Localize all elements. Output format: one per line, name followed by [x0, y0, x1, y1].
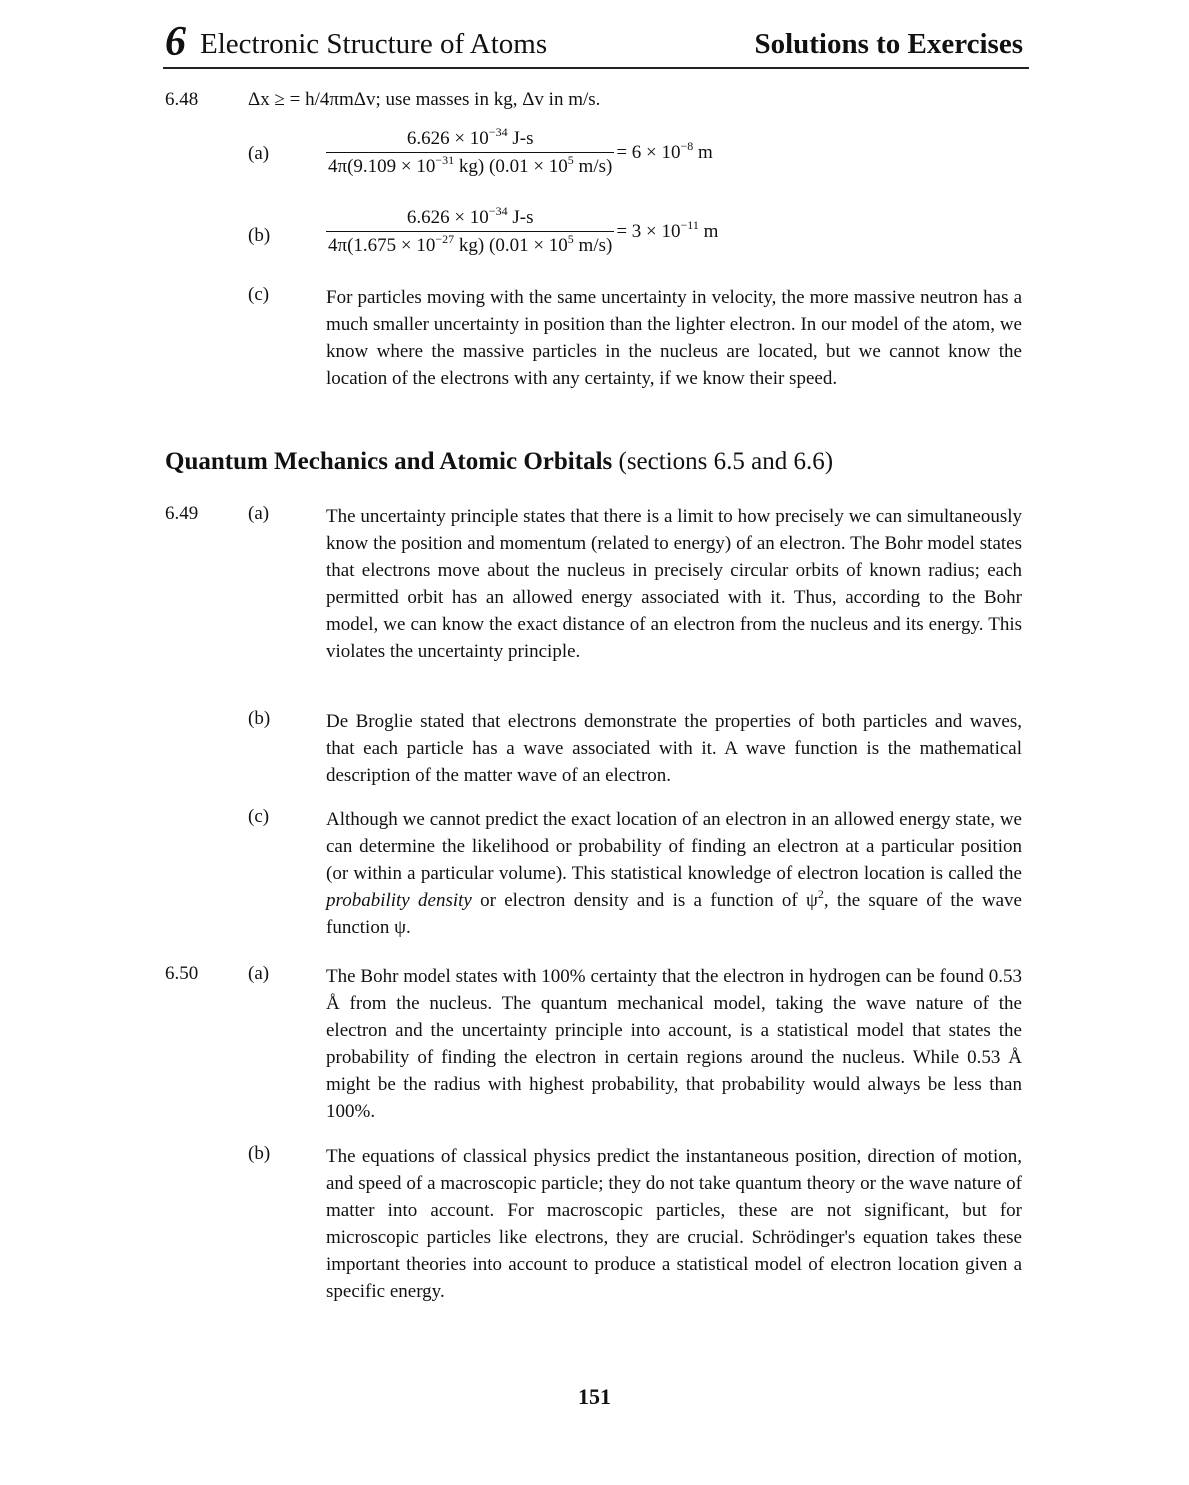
part-label: (c) [248, 284, 270, 305]
part-label: (c) [248, 806, 270, 827]
section-heading: Quantum Mechanics and Atomic Orbitals (sections 6.5 and 6.6) [165, 448, 834, 475]
equation-a [326, 125, 713, 178]
paragraph: De Broglie stated that electrons demonstrate the properties of both particles and waves, that each particle has a wave associated with it. A wave function is the mathematical description of the matter wave of an electron. [326, 711, 1022, 786]
page-number: 151 [578, 1384, 611, 1409]
chapter-number: 6 [165, 19, 186, 65]
paragraph: The uncertainty principle states that there is a limit to how precisely we can simultaneously know the position and momentum (related to energy) of an electron. The Bohr model states that electrons move about the nucleus in precisely circular orbits of known radius; each permitted orbit has an allowed energy associated with it. Thus, according to the Bohr model, we can know the exact distance of an electron from the nucleus and its energy. This violates the uncertainty principle. [326, 506, 1022, 662]
paragraph: Although we cannot predict the exact location of an electron in an allowed energy state, we can determine the likelihood or probability of finding an electron at a particular position (or within a particular volume). This statistical knowledge of electron location is called the probability density or electron density and is a function of $\psi^2$, the square of the wave function ψ. [326, 809, 1022, 938]
fraction [326, 125, 614, 178]
paragraph: For particles moving with the same uncertainty in velocity, the more massive neutron has a much smaller uncertainty in position than the lighter electron. In our model of the atom, we know where the massive particles in the nucleus are located, but we cannot know the location of the electrons with any certainty, if we know their speed. [326, 287, 1022, 389]
part-label: (b) [248, 225, 271, 246]
part-label: (a) [248, 963, 270, 984]
chapter-title: Electronic Structure of Atoms [200, 28, 548, 60]
result: = $6 \times 10^{-8}$ m [616, 139, 713, 163]
part-label: (b) [248, 708, 271, 729]
exercise-number: 6.48 [165, 89, 199, 110]
section-title: Solutions to Exercises [754, 28, 1023, 60]
header-rule [163, 67, 1029, 69]
exercise-intro: Δx ≥ = h/4πmΔv; use masses in kg, Δv in m/s. [248, 89, 601, 110]
part-label: (a) [248, 503, 270, 524]
exercise-number: 6.50 [165, 963, 199, 984]
exercise-number: 6.49 [165, 503, 199, 524]
result: = $3 \times 10^{-11}$ m [616, 218, 719, 242]
fraction [326, 204, 614, 257]
denominator: $4\pi(1.675 \times 10^{-27}$ kg) ($0.01 \times 10^5$ m/s) [328, 232, 613, 256]
part-label: (b) [248, 1143, 271, 1164]
numerator: $6.626 \times 10^{-34}$ J-s [406, 125, 534, 149]
equation-b [326, 204, 719, 257]
part-label: (a) [248, 143, 270, 164]
numerator: $6.626 \times 10^{-34}$ J-s [406, 204, 534, 228]
denominator: $4\pi(9.109 \times 10^{-31}$ kg) ($0.01 \times 10^5$ m/s) [328, 153, 613, 177]
paragraph: The equations of classical physics predict the instantaneous position, direction of motion, and speed of a macroscopic particle; they do not take quantum theory or the wave nature of matter into account. For macroscopic particles, these are not significant, but for microscopic particles like electrons, they are crucial. Schrödinger's equation takes these important theories into account to produce a statistical model of electron location given a specific energy. [326, 1146, 1022, 1302]
paragraph: The Bohr model states with 100% certainty that the electron in hydrogen can be found 0.53 Å from the nucleus. The quantum mechanical model, taking the wave nature of the electron and the uncertainty principle into account, is a statistical model that states the probability of finding the electron in certain regions around the nucleus. While 0.53 Å might be the radius with highest probability, that probability would always be less than 100%. [326, 966, 1022, 1122]
